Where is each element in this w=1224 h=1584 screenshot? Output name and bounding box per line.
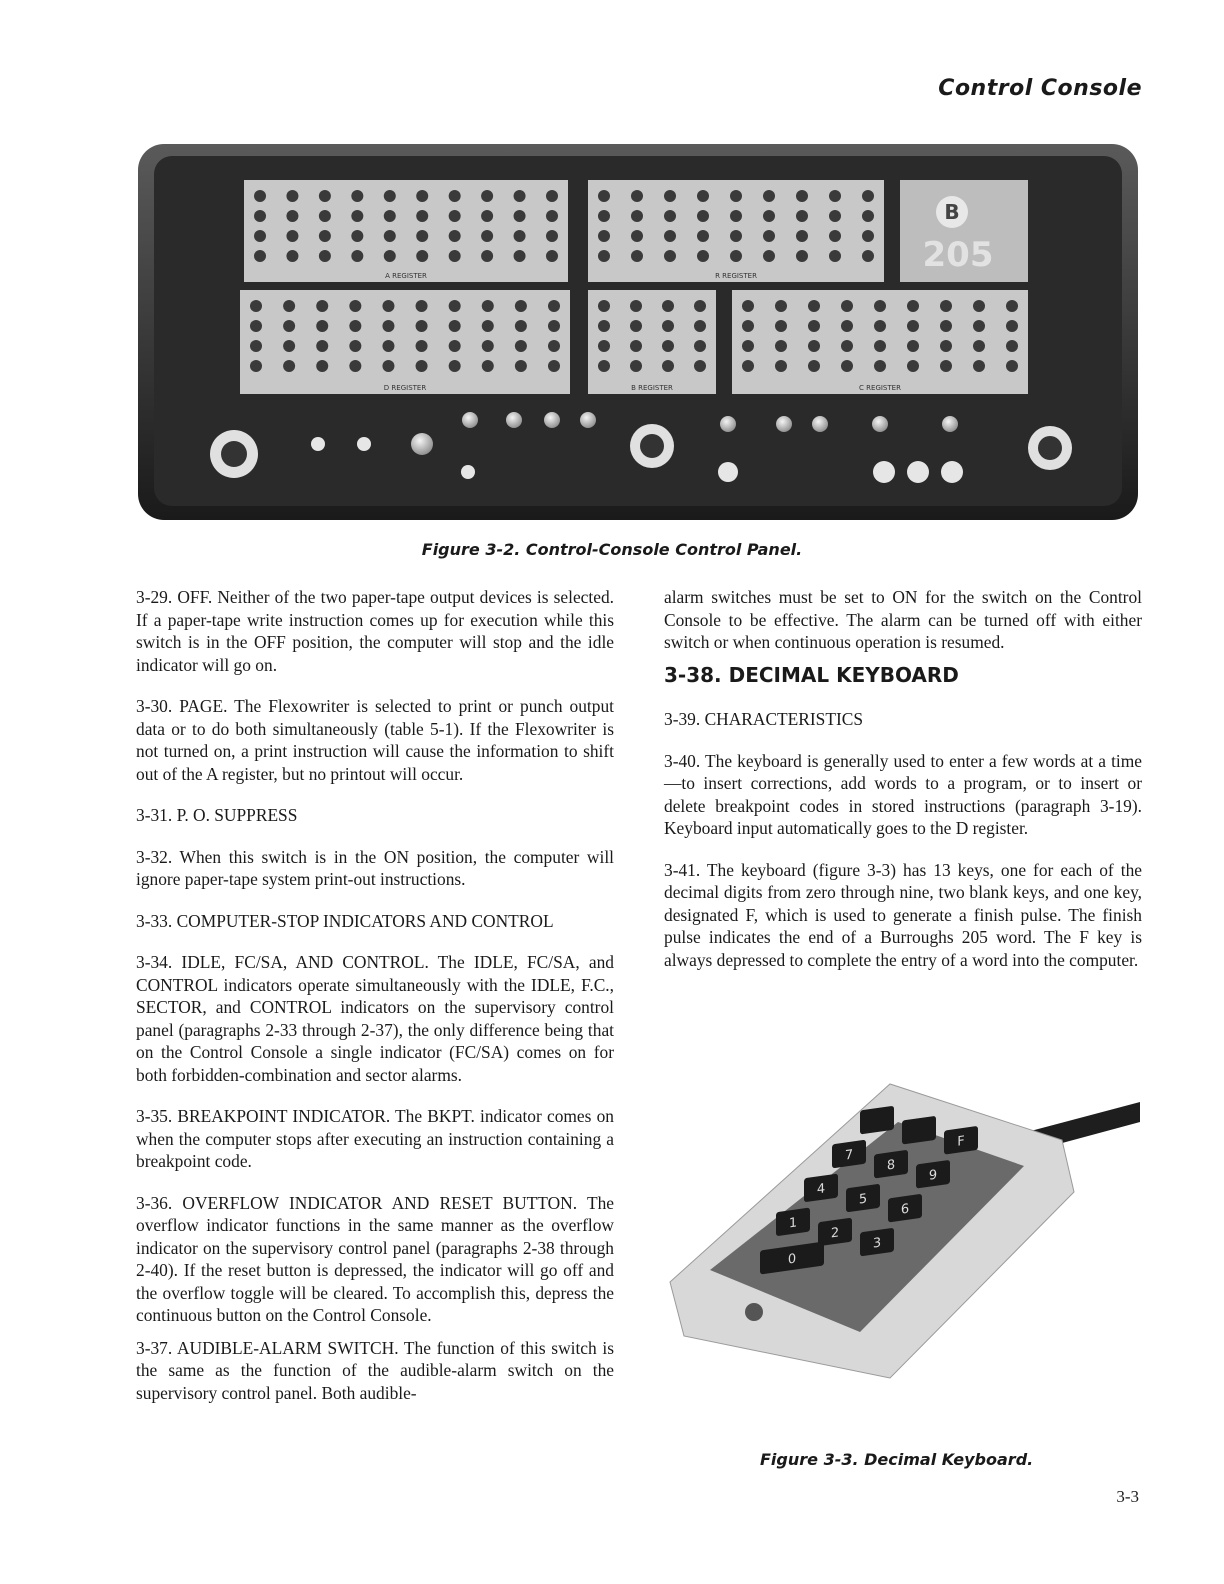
register-lamp-icon <box>796 190 808 202</box>
register-lamp-icon <box>351 250 363 262</box>
register-lamp-icon <box>940 360 952 372</box>
figure-3-2-caption: Figure 3-2. Control-Console Control Panel. <box>421 540 803 559</box>
register-lamp-icon <box>349 360 361 372</box>
timing-lamp-2-icon <box>812 416 828 432</box>
register-lamp-icon <box>940 340 952 352</box>
register-lamp-icon <box>316 340 328 352</box>
register-lamp-icon <box>694 320 706 332</box>
register-lamp-icon <box>664 210 676 222</box>
register-lamp-icon <box>254 230 266 242</box>
para-3-35: 3-35. BREAKPOINT INDICATOR. The BKPT. indicator comes on when the computer stops after executing an instruction containing a breakpoint code. <box>136 1106 614 1171</box>
para-3-32: 3-32. When this switch is in the ON position, the computer will ignore paper-tape system print-out instructions. <box>136 846 614 889</box>
register-lamp-icon <box>351 210 363 222</box>
register-lamp-icon <box>808 300 820 312</box>
register-lamp-icon <box>973 300 985 312</box>
skip-switch-icon <box>357 437 371 451</box>
register-lamp-icon <box>351 230 363 242</box>
register-lamp-icon <box>630 300 642 312</box>
register-lamp-icon <box>546 250 558 262</box>
heading-3-31: 3-31. P. O. SUPPRESS <box>136 805 298 825</box>
decimal-keyboard-photo <box>664 1082 1140 1386</box>
key-label: 4 <box>816 1181 826 1198</box>
register-label: B REGISTER <box>631 384 673 392</box>
bkpt-indicator-icon <box>580 412 596 428</box>
register-lamp-icon <box>384 250 396 262</box>
register-lamp-icon <box>515 360 527 372</box>
register-lamp-icon <box>319 250 331 262</box>
register-lamp-icon <box>382 300 394 312</box>
section-heading-3-38: 3-38. DECIMAL KEYBOARD <box>664 662 959 687</box>
register-lamp-icon <box>907 340 919 352</box>
register-lamp-icon <box>841 340 853 352</box>
key-label: 5 <box>858 1191 868 1208</box>
para-continued: alarm switches must be set to ON for the switch on the Control Console to be effective. The alarm can be turned off with either switch or when continuous operation is resumed. <box>664 587 1142 652</box>
register-lamp-icon <box>1006 340 1018 352</box>
register-lamp-icon <box>382 320 394 332</box>
register-lamp-icon <box>349 320 361 332</box>
key-label: 9 <box>928 1167 938 1184</box>
key-label: 3 <box>872 1235 882 1252</box>
register-lamp-icon <box>449 300 461 312</box>
register-lamp-icon <box>283 340 295 352</box>
register-lamp-icon <box>349 340 361 352</box>
register-lamp-icon <box>254 190 266 202</box>
register-lamp-icon <box>1006 300 1018 312</box>
section-header: Control Console <box>938 76 1142 101</box>
register-lamp-icon <box>482 340 494 352</box>
register-lamp-icon <box>481 210 493 222</box>
register-lamp-icon <box>796 250 808 262</box>
keyboard-lamp-icon <box>745 1303 763 1321</box>
fcsa-indicator-icon <box>506 412 522 428</box>
register-lamp-icon <box>319 190 331 202</box>
register-lamp-icon <box>319 230 331 242</box>
para-3-40: 3-40. The keyboard is generally used to enter a few words at a time—to insert corrections, add words to a program, or to insert or delete breakpoint codes in stored instructions (paragraph 3-19). Keyboard input automatically goes to the D register. <box>664 750 1142 838</box>
register-lamp-icon <box>796 210 808 222</box>
register-lamp-icon <box>598 340 610 352</box>
register-lamp-icon <box>631 190 643 202</box>
register-label: D REGISTER <box>383 384 427 392</box>
register-lamp-icon <box>862 230 874 242</box>
register-lamp-icon <box>631 250 643 262</box>
register-lamp-icon <box>384 230 396 242</box>
register-lamp-icon <box>874 320 886 332</box>
register-lamp-icon <box>254 250 266 262</box>
register-lamp-icon <box>808 320 820 332</box>
operation-lamp-2-icon <box>942 416 958 432</box>
register-lamp-icon <box>515 300 527 312</box>
register-lamp-icon <box>874 340 886 352</box>
register-lamp-icon <box>730 230 742 242</box>
register-lamp-icon <box>449 210 461 222</box>
register-lamp-icon <box>829 230 841 242</box>
register-lamp-icon <box>907 300 919 312</box>
register-lamp-icon <box>482 360 494 372</box>
register-lamp-icon <box>730 250 742 262</box>
register-lamp-icon <box>316 320 328 332</box>
register-lamp-icon <box>286 230 298 242</box>
heading-3-39: 3-39. CHARACTERISTICS <box>664 709 864 729</box>
register-lamp-icon <box>973 320 985 332</box>
register-lamp-icon <box>482 320 494 332</box>
register-lamp-icon <box>730 210 742 222</box>
register-lamp-icon <box>973 340 985 352</box>
register-lamp-icon <box>907 360 919 372</box>
register-lamp-icon <box>548 360 560 372</box>
register-lamp-icon <box>316 300 328 312</box>
register-lamp-icon <box>416 360 428 372</box>
register-lamp-icon <box>598 360 610 372</box>
register-lamp-icon <box>730 190 742 202</box>
register-lamp-icon <box>664 250 676 262</box>
register-lamp-icon <box>449 360 461 372</box>
register-lamp-icon <box>973 360 985 372</box>
register-lamp-icon <box>416 340 428 352</box>
register-lamp-icon <box>697 190 709 202</box>
register-lamp-icon <box>631 210 643 222</box>
register-lamp-icon <box>841 360 853 372</box>
register-lamp-icon <box>841 320 853 332</box>
register-lamp-icon <box>546 230 558 242</box>
register-lamp-icon <box>742 360 754 372</box>
register-lamp-icon <box>763 210 775 222</box>
register-lamp-icon <box>829 190 841 202</box>
idle-indicator-icon <box>462 412 478 428</box>
register-lamp-icon <box>515 320 527 332</box>
register-lamp-icon <box>384 190 396 202</box>
register-lamp-icon <box>829 250 841 262</box>
register-lamp-icon <box>694 300 706 312</box>
operation-lamp-1-icon <box>872 416 888 432</box>
key-label: 8 <box>886 1157 896 1174</box>
register-lamp-icon <box>515 340 527 352</box>
register-lamp-icon <box>940 300 952 312</box>
register-lamp-icon <box>662 320 674 332</box>
po-suppress-switch-icon <box>311 437 325 451</box>
register-lamp-icon <box>862 210 874 222</box>
key-label: 1 <box>788 1215 798 1232</box>
register-lamp-icon <box>630 340 642 352</box>
register-lamp-icon <box>382 340 394 352</box>
register-lamp-icon <box>286 190 298 202</box>
figure-3-3-caption: Figure 3-3. Decimal Keyboard. <box>760 1450 1034 1469</box>
register-lamp-icon <box>808 360 820 372</box>
register-lamp-icon <box>694 360 706 372</box>
para-3-36: 3-36. OVERFLOW INDICATOR AND RESET BUTTON. The overflow indicator functions in the same manner as the overflow indicator on the supervisory control panel (paragraphs 2-38 through 2-40). If the reset button is depressed, the indicator will go off and the overflow toggle will be cleared. To accomplish this, depress the continuous button on the Control Console. <box>136 1192 614 1325</box>
register-lamp-icon <box>283 300 295 312</box>
register-lamp-icon <box>763 250 775 262</box>
output-dial-knob <box>221 441 247 467</box>
register-lamp-icon <box>449 320 461 332</box>
register-lamp-icon <box>694 340 706 352</box>
register-lamp-icon <box>449 250 461 262</box>
register-lamp-icon <box>250 300 262 312</box>
register-lamp-icon <box>808 340 820 352</box>
overflow-indicator-icon <box>720 416 736 432</box>
page-number: 3-3 <box>1116 1487 1139 1506</box>
register-lamp-icon <box>874 360 886 372</box>
reset-button-icon <box>718 462 738 482</box>
key-label: 0 <box>787 1251 797 1268</box>
register-lamp-icon <box>829 210 841 222</box>
register-lamp-icon <box>598 300 610 312</box>
audible-alarm-switch-icon <box>461 465 475 479</box>
register-lamp-icon <box>775 360 787 372</box>
register-lamp-icon <box>416 250 428 262</box>
register-lamp-icon <box>664 190 676 202</box>
register-lamp-icon <box>775 320 787 332</box>
cont-button-icon <box>907 461 929 483</box>
register-lamp-icon <box>283 360 295 372</box>
register-lamp-icon <box>514 190 526 202</box>
register-lamp-icon <box>382 360 394 372</box>
key-label: 7 <box>844 1147 854 1164</box>
register-lamp-icon <box>862 190 874 202</box>
register-lamp-icon <box>416 190 428 202</box>
key-cap <box>860 1106 894 1135</box>
register-lamp-icon <box>514 230 526 242</box>
register-lamp-icon <box>662 340 674 352</box>
para-3-34: 3-34. IDLE, FC/SA, AND CONTROL. The IDLE, FC/SA, and CONTROL indicators operate simultaneously with the IDLE, F.C., SECTOR, and CONTROL indicators on the supervisory control panel (paragraphs 2-33 through 2-37), the only difference being that on the Control Console a single indicator (FC/SA) comes on for both forbidden-combination and sector alarms. <box>136 952 614 1085</box>
register-lamp-icon <box>416 210 428 222</box>
register-lamp-icon <box>286 210 298 222</box>
register-lamp-icon <box>250 360 262 372</box>
register-lamp-icon <box>763 230 775 242</box>
register-label: A REGISTER <box>385 272 427 280</box>
para-3-29: 3-29. OFF. Neither of the two paper-tape output devices is selected. If a paper-tape write instruction comes up for execution while this switch is in the OFF position, the computer will stop and the idle indicator will go on. <box>136 587 614 675</box>
key-label: 6 <box>900 1201 910 1218</box>
register-lamp-icon <box>351 190 363 202</box>
register-lamp-icon <box>662 300 674 312</box>
register-lamp-icon <box>630 360 642 372</box>
register-lamp-icon <box>546 210 558 222</box>
register-lamp-icon <box>1006 360 1018 372</box>
register-lamp-icon <box>742 320 754 332</box>
register-lamp-icon <box>697 250 709 262</box>
register-label: R REGISTER <box>715 272 757 280</box>
register-lamp-icon <box>384 210 396 222</box>
register-lamp-icon <box>319 210 331 222</box>
left-column <box>136 586 614 1423</box>
register-lamp-icon <box>449 340 461 352</box>
control-console-photo <box>132 142 1144 528</box>
register-lamp-icon <box>283 320 295 332</box>
register-lamp-icon <box>514 210 526 222</box>
clear-button-icon <box>411 433 433 455</box>
register-lamp-icon <box>742 300 754 312</box>
register-lamp-icon <box>481 250 493 262</box>
register-lamp-icon <box>598 250 610 262</box>
register-lamp-icon <box>697 230 709 242</box>
register-lamp-icon <box>742 340 754 352</box>
para-3-41: 3-41. The keyboard (figure 3-3) has 13 keys, one for each of the decimal digits from zero through nine, two blank keys, and one key, designated F, which is used to generate a finish pulse. The finish pulse indicates the end of a Burroughs 205 word. The F key is always depressed to complete the entry of a word into the computer. <box>664 859 1142 970</box>
input-dial-knob <box>1038 436 1062 460</box>
register-lamp-icon <box>250 320 262 332</box>
register-lamp-icon <box>662 360 674 372</box>
register-lamp-icon <box>548 320 560 332</box>
para-3-37: 3-37. AUDIBLE-ALARM SWITCH. The function of this switch is the same as the function of the audible-alarm switch on the supervisory control panel. Both audible- <box>136 1337 614 1403</box>
control-indicator-icon <box>544 412 560 428</box>
register-label: C REGISTER <box>859 384 901 392</box>
register-lamp-icon <box>416 230 428 242</box>
register-lamp-icon <box>630 320 642 332</box>
register-lamp-icon <box>514 250 526 262</box>
register-lamp-icon <box>775 340 787 352</box>
register-lamp-icon <box>481 230 493 242</box>
register-lamp-icon <box>841 300 853 312</box>
register-lamp-icon <box>416 300 428 312</box>
register-lamp-icon <box>763 190 775 202</box>
register-lamp-icon <box>1006 320 1018 332</box>
register-lamp-icon <box>697 210 709 222</box>
register-lamp-icon <box>940 320 952 332</box>
register-lamp-icon <box>349 300 361 312</box>
step-button-icon <box>873 461 895 483</box>
key-cap <box>902 1116 936 1145</box>
timing-lamp-1-icon <box>776 416 792 432</box>
register-lamp-icon <box>862 250 874 262</box>
register-lamp-icon <box>481 190 493 202</box>
register-lamp-icon <box>548 340 560 352</box>
register-lamp-icon <box>664 230 676 242</box>
register-lamp-icon <box>286 250 298 262</box>
register-lamp-icon <box>631 230 643 242</box>
register-lamp-icon <box>598 210 610 222</box>
halt-button-icon <box>941 461 963 483</box>
register-lamp-icon <box>598 230 610 242</box>
register-lamp-icon <box>250 340 262 352</box>
register-lamp-icon <box>416 320 428 332</box>
register-lamp-icon <box>598 190 610 202</box>
register-lamp-icon <box>548 300 560 312</box>
register-lamp-icon <box>598 320 610 332</box>
register-lamp-icon <box>546 190 558 202</box>
register-lamp-icon <box>254 210 266 222</box>
model-number: 205 <box>922 235 994 275</box>
register-lamp-icon <box>796 230 808 242</box>
register-lamp-icon <box>775 300 787 312</box>
heading-3-33: 3-33. COMPUTER-STOP INDICATORS AND CONTROL <box>136 910 554 931</box>
key-label: 2 <box>830 1225 840 1242</box>
register-lamp-icon <box>482 300 494 312</box>
register-lamp-icon <box>449 190 461 202</box>
register-lamp-icon <box>316 360 328 372</box>
register-lamp-icon <box>907 320 919 332</box>
b-logo-letter: B <box>944 200 960 224</box>
para-3-30: 3-30. PAGE. The Flexowriter is selected to print or punch output data or to do both simultaneously (table 5-1). If the Flexowriter is not turned on, a print instruction will cause the information to shift out of the A register, but no printout will occur. <box>136 696 614 784</box>
breakpoint-dial-knob <box>640 434 664 458</box>
key-label: F <box>957 1133 965 1150</box>
register-lamp-icon <box>449 230 461 242</box>
register-lamp-icon <box>874 300 886 312</box>
right-column <box>664 586 1142 990</box>
